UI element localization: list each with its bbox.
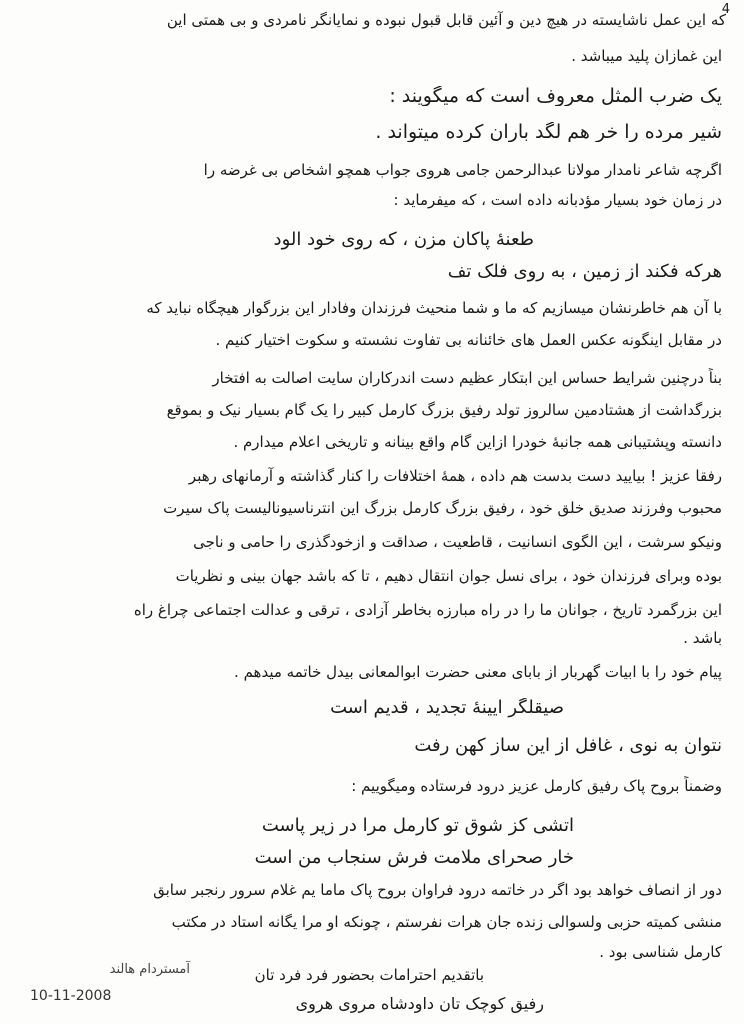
signature-name: رفیق کوچک تان داودشاه مروی هروی [295,994,544,1013]
signature-location: آمستردام هالند [109,962,190,977]
text-line: وضمناً بروح پاک رفیق کارمل عزیز درود فرستاده ومیگوییم : [351,777,722,795]
text-line: منشی کمیته حزبی ولسوالی زنده جان هرات نفرستم ، چونکه او مرا یگانه استاد در مکتب [171,913,722,931]
text-line: بزرگداشت از هشتادمین سالروز تولد رفیق بزرگ کارمل کبیر را یک گام بسیار نیک و بموقع [166,401,722,419]
verse-line: طعنهٔ پاکان مزن ، که روی خود آلود [273,230,534,250]
text-line: ونیکو سرشت ، این الگوی انسانیت ، قاطعیت ، صداقت و ازخودگذری را حامی و ناجی [193,533,722,551]
text-line: که این عمل ناشایسته در هیچ دین و آئین قابل قبول نبوده و نمایانگر نامردی و بی همتی این [166,11,726,29]
text-line: در مقابل اینگونه عکس العمل های خائنانه بی تفاوت نشسته و سکوت اختیار کنیم . [215,331,722,349]
text-line: این بزرگمرد تاریخ ، جوانان ما را در راه مبارزه بخاطر آزادی ، ترقی و عدالت اجتماعی چراغ راه [133,601,722,619]
verse-line: صیقلگر آیینهٔ تجدید ، قدیم است [330,698,564,718]
text-line: محبوب وفرزند صدیق خلق خود ، رفیق بزرگ کارمل بزرگ این انترناسیونالیست پاک سیرت [163,499,722,517]
verse-line: هرکه فکند از زمین ، به روی فلک تف [447,262,722,282]
verse-line: نتوان به نوی ، غافل از این ساز کهن رفت [414,736,722,756]
verse-line: آتشی کز شوق تو کارمل مرا در زیر پاست [261,816,574,836]
text-line: بناً درچنین شرایط حساس این ابتکار عظیم دست اندرکاران سایت اصالت به افتخار [212,369,722,387]
text-line: با آن هم خاطرنشان میسازیم که ما و شما منحیث فرزندان وفادار این بزرگوار هیچگاه نباید که [146,299,722,317]
verse-line: خار صحرای ملامت فرش سنجاب من است [254,848,574,868]
signature-closing: باتقدیم احترامات بحضور فرد فرد تان [254,966,484,984]
text-line: اگرچه شاعر نامدار مولانا عبدالرحمن جامی هروی جواب همچو اشخاص بی غرضه را [203,161,722,179]
text-line: در زمان خود بسیار مؤدبانه داده است ، که میفرماید : [393,191,722,209]
text-line: باشد . [683,629,722,647]
text-line: یک ضرب المثل معروف است که میگویند : [389,86,722,106]
text-line: پیام خود را با ابیات گهربار از بابای معنی حضرت ابوالمعانی بیدل خاتمه میدهم . [234,663,722,681]
text-line: شیر مرده را خر هم لگد باران کرده میتواند . [375,122,722,142]
text-line: دور از انصاف خواهد بود اگر در خاتمه درود فراوان بروح پاک ماما یم غلام سرور رنجبر سابق [153,881,722,899]
text-line: بوده وبرای فرزندان خود ، برای نسل جوان انتقال دهیم ، تا که باشد جهان بینی و نظریات [175,567,722,585]
text-line: دانسته وپشتیبانی همه جانبهٔ خودرا ازاین گام واقع بینانه و تاریخی اعلام میدارم . [233,433,722,451]
text-line: کارمل شناسی بود . [599,943,722,961]
signature-date: 10-11-2008 [30,988,112,1004]
page-number: 4 [721,2,730,17]
text-line: رفقا عزیز ! بیایید دست بدست هم داده ، همهٔ اختلافات را کنار گذاشته و آرمانهای رهبر [188,467,722,485]
text-line: این غمازان پلید میباشد . [571,47,722,65]
